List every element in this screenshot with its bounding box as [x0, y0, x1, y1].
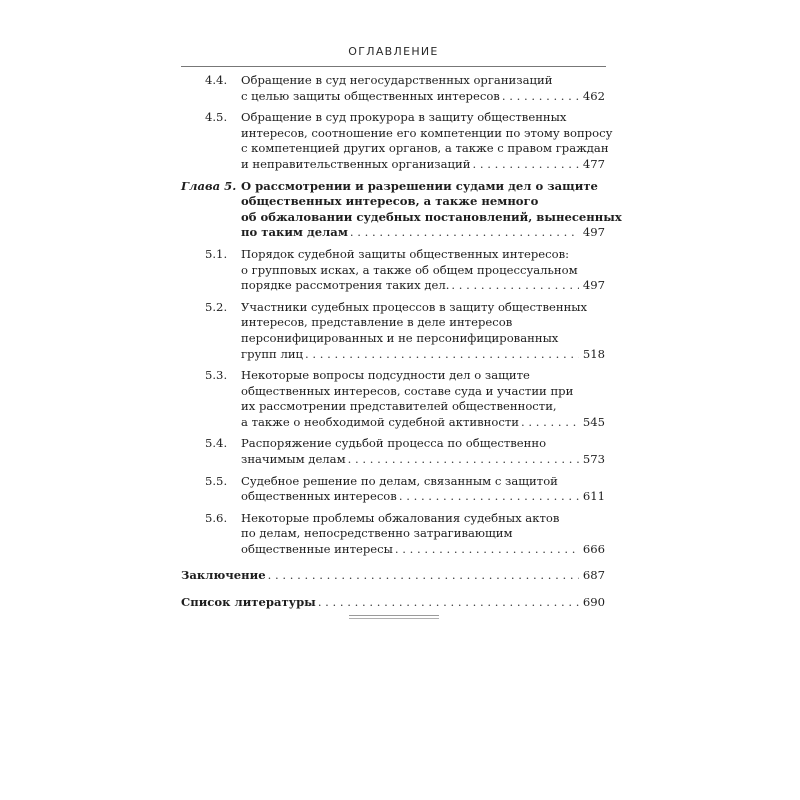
toc-entry-title-line: общественных интересов: [241, 489, 397, 504]
toc-entry-title: [241, 300, 605, 362]
toc-entry-page-number[interactable]: 573: [582, 452, 605, 467]
toc-entry[interactable]: [181, 474, 605, 505]
dot-leader: [451, 278, 578, 294]
toc-entry-title-line: по таким делам: [241, 225, 348, 240]
toc-entry-title-line: Список литературы: [181, 595, 316, 610]
toc-entry-title: [241, 511, 605, 558]
toc-entry-title: [241, 368, 605, 430]
toc-entry-title-line: с целью защиты общественных интересов: [241, 88, 500, 103]
toc-entry-title-line: Заключение: [181, 567, 266, 582]
toc-entry-number: 4.5.: [205, 110, 228, 125]
toc-entry-title-line: общественные интересы: [241, 542, 393, 557]
toc-entry-title-line: Некоторые проблемы обжалования судебных актов: [241, 510, 560, 525]
toc-entry-number: Глава 5.: [181, 178, 237, 193]
toc-entry[interactable]: [181, 300, 605, 362]
toc-entry-page-number[interactable]: 477: [582, 156, 605, 171]
dot-leader: [348, 452, 579, 468]
toc-entry-title-line: Некоторые вопросы подсудности дел о защите: [241, 368, 530, 383]
toc-entry-page-number[interactable]: 687: [582, 567, 605, 582]
toc-entry-title-line: Судебное решение по делам, связанным с защитой: [241, 473, 558, 488]
toc-entry-leader-line: [241, 89, 605, 105]
toc-entry-title-line: по делам, непосредственно затрагивающим: [241, 526, 513, 541]
header-rule: [181, 66, 606, 67]
toc-entry-title-line: и неправительственных организаций: [241, 156, 471, 171]
toc-entry-leader-line: [241, 347, 605, 363]
toc-entry[interactable]: [181, 511, 605, 558]
toc-entry-leader-line: [241, 415, 605, 431]
toc-entry-title: [241, 110, 613, 172]
dot-leader: [399, 489, 579, 505]
toc-entry-title-line: персонифицированных и не персонифицированных: [241, 330, 559, 345]
toc-entry-title: [241, 436, 605, 467]
toc-entry-number: 5.3.: [205, 368, 228, 383]
toc-entry-title-line: групп лиц: [241, 346, 304, 361]
toc-entry-title: [181, 568, 605, 584]
toc-entry-leader-line: [241, 225, 605, 241]
toc-entry-title-line: Обращение в суд негосударственных организаций: [241, 73, 553, 87]
toc-entry-title-line: Порядок судебной защиты общественных интересов:: [241, 246, 570, 261]
toc-entry-number: 5.1.: [205, 246, 228, 261]
toc-entry-page-number[interactable]: 545: [582, 414, 605, 429]
dot-leader: [502, 89, 579, 105]
toc-entry-leader-line: [241, 489, 605, 505]
toc-entry-title: [241, 474, 605, 505]
toc-entry-title: [181, 595, 605, 611]
toc-entry-number: 5.4.: [205, 436, 228, 451]
dot-leader: [395, 542, 579, 558]
toc-entry-number: 5.2.: [205, 299, 228, 314]
toc-entry-title-line: общественных интересов, а также немного: [241, 194, 539, 209]
dot-leader: [268, 568, 579, 584]
table-of-contents: [181, 73, 622, 623]
toc-entry-title-line: о групповых исках, а также об общем процессуальном: [241, 262, 578, 277]
toc-entry-leader-line: [241, 157, 605, 173]
toc-entry[interactable]: [181, 568, 605, 584]
toc-entry-number: 5.5.: [205, 473, 228, 488]
toc-entry-page-number[interactable]: 462: [582, 88, 605, 103]
toc-entry-title-line: Распоряжение судьбой процесса по общественно: [241, 436, 547, 451]
toc-entry[interactable]: [181, 595, 605, 611]
toc-entry-leader-line: [241, 542, 605, 558]
toc-entry-title-line: с компетенцией других органов, а также с правом граждан: [241, 141, 609, 156]
dot-leader: [305, 347, 579, 363]
end-ornament-rule: [349, 615, 439, 619]
toc-entry[interactable]: [181, 368, 605, 430]
toc-entry-title-line: интересов, соотношение его компетенции по этому вопросу: [241, 125, 613, 140]
toc-entry-number: 4.4.: [205, 73, 228, 87]
toc-entry-page-number[interactable]: 690: [582, 595, 605, 610]
toc-entry[interactable]: [181, 178, 622, 241]
toc-entry-page-number[interactable]: 666: [582, 542, 605, 557]
toc-entry-title-line: порядке рассмотрения таких дел.: [241, 278, 450, 293]
toc-entry-title-line: значимым делам: [241, 452, 346, 467]
toc-entry-title-line: интересов, представление в деле интересов: [241, 315, 513, 330]
dot-leader: [318, 595, 579, 611]
toc-entry-title-line: а также о необходимой судебной активности: [241, 414, 519, 429]
toc-entry-number: 5.6.: [205, 510, 228, 525]
toc-entry-leader-line: [241, 278, 605, 294]
toc-entry[interactable]: [181, 110, 613, 172]
toc-entry[interactable]: [181, 247, 605, 294]
toc-entry-title-line: их рассмотрении представителей общественности,: [241, 399, 557, 414]
toc-entry-page-number[interactable]: 611: [582, 489, 605, 504]
toc-entry-leader-line: [241, 452, 605, 468]
toc-entry-title: [241, 73, 605, 104]
dot-leader: [521, 415, 579, 431]
toc-entry-title-line: общественных интересов, составе суда и участии при: [241, 383, 574, 398]
dot-leader: [350, 225, 579, 241]
toc-entry[interactable]: [181, 73, 605, 104]
running-head: ОГЛАВЛЕНИЕ: [348, 45, 439, 58]
toc-entry-page-number[interactable]: 497: [582, 278, 605, 293]
toc-entry-title: [241, 247, 605, 294]
toc-entry-page-number[interactable]: 497: [582, 225, 605, 240]
toc-entry-title-line: О рассмотрении и разрешении судами дел о защите: [241, 178, 598, 193]
toc-entry-page-number[interactable]: 518: [582, 346, 605, 361]
toc-entry-title-line: Участники судебных процессов в защиту общественных: [241, 299, 588, 314]
toc-entry[interactable]: [181, 436, 605, 467]
dot-leader: [472, 157, 578, 173]
toc-entry-title: [241, 178, 622, 241]
toc-entry-title-line: Обращение в суд прокурора в защиту общественных: [241, 110, 567, 125]
toc-entry-leader-line: [181, 595, 605, 611]
toc-entry-leader-line: [181, 568, 605, 584]
toc-entry-title-line: об обжаловании судебных постановлений, вынесенных: [241, 209, 622, 224]
